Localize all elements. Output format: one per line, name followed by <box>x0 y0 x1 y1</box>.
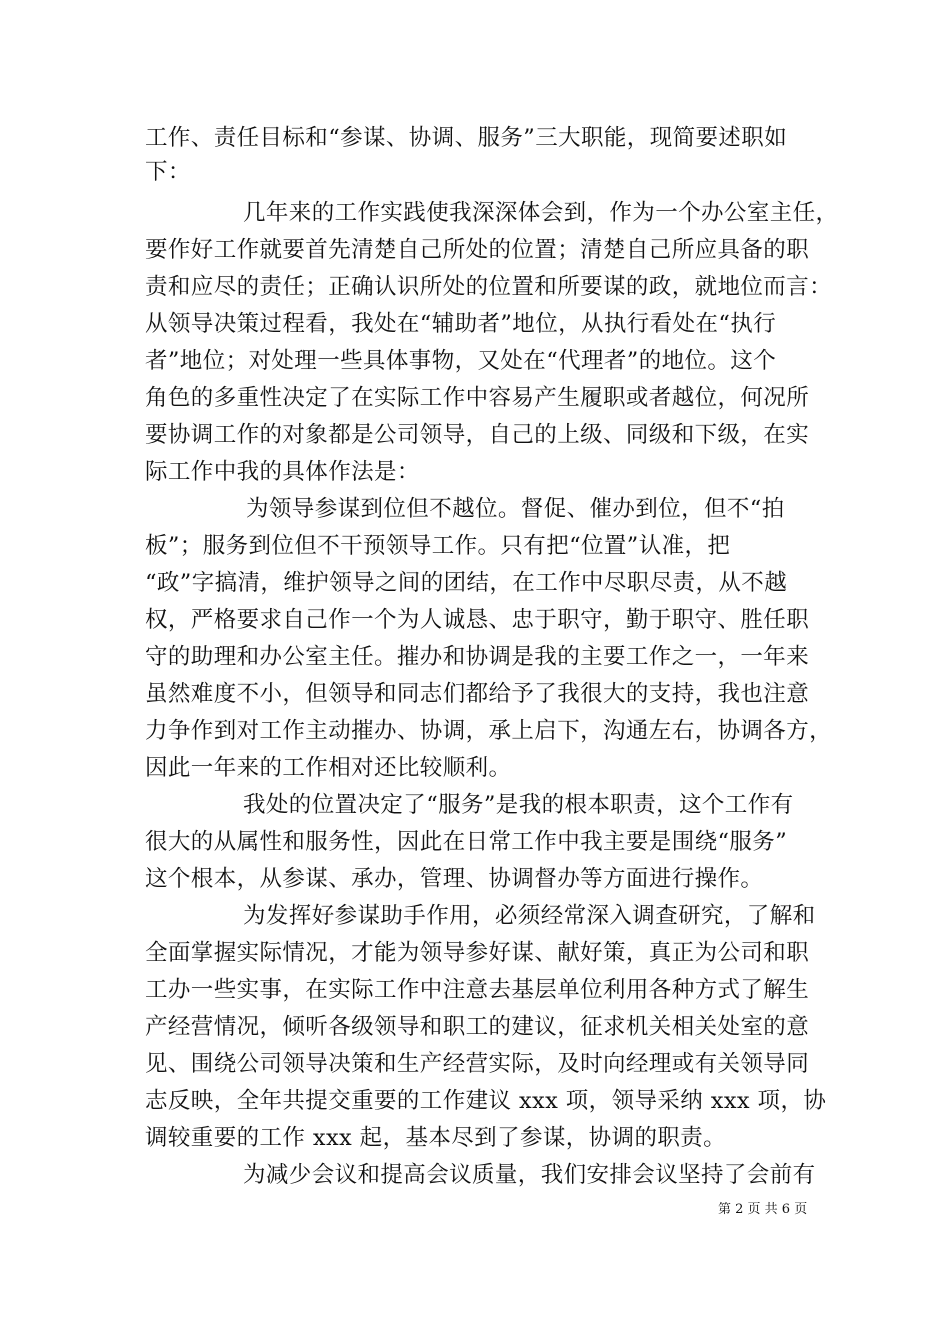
text-line: 很大的从属性和服务性，因此在日常工作中我主要是围绕“服务” <box>145 829 788 855</box>
paragraph-first-line: 我处的位置决定了“服务”是我的根本职责，这个工作有 <box>243 792 794 818</box>
text-line: 工作、责任目标和“参谋、协调、服务”三大职能，现简要述职如 <box>145 125 788 151</box>
text-line: 板”；服务到位但不干预领导工作。只有把“位置”认准，把 <box>145 533 731 559</box>
text-line: 产经营情况，倾听各级领导和职工的建议，征求机关相关处室的意 <box>145 1014 810 1040</box>
text-line: “政”字搞清，维护领导之间的团结，在工作中尽职尽责，从不越 <box>145 570 788 596</box>
text-line: 力争作到对工作主动摧办、协调，承上启下，沟通左右，协调各方， <box>145 718 833 744</box>
paragraph-first-line: 几年来的工作实践使我深深体会到，作为一个办公室主任， <box>243 200 839 226</box>
text-line: 见、围绕公司领导决策和生产经营实际，及时向经理或有关领导同 <box>145 1051 810 1077</box>
text-line: 全面掌握实际情况，才能为领导参好谋、献好策，真正为公司和职 <box>145 940 810 966</box>
text-line: 这个根本，从参谋、承办，管理、协调督办等方面进行操作。 <box>145 866 764 892</box>
text-line: 因此一年来的工作相对还比较顺利。 <box>145 755 512 781</box>
text-line: 权，严格要求自己作一个为人诚恳、忠于职守，勤于职守、胜任职 <box>145 607 810 633</box>
text-line: 从领导决策过程看，我处在“辅助者”地位，从执行看处在“执行 <box>145 311 777 337</box>
text-line: 者”地位；对处理一些具体事物，又处在“代理者”的地位。这个 <box>145 348 777 374</box>
text-line: 角色的多重性决定了在实际工作中容易产生履职或者越位，何况所 <box>145 385 810 411</box>
paragraph-first-line: 为减少会议和提高会议质量，我们安排会议坚持了会前有 <box>243 1162 816 1188</box>
page-number: 第 2 页 共 6 页 <box>718 1202 808 1217</box>
text-line: 下： <box>145 159 191 185</box>
text-line: 工办一些实事，在实际工作中注意去基层单位利用各种方式了解生 <box>145 977 810 1003</box>
text-line: 责和应尽的责任；正确认识所处的位置和所要谋的政，就地位而言： <box>145 274 833 300</box>
text-line: 调较重要的工作 xxx 起，基本尽到了参谋，协调的职责。 <box>145 1125 727 1151</box>
text-line: 要作好工作就要首先清楚自己所处的位置；清楚自己所应具备的职 <box>145 237 810 263</box>
text-line: 要协调工作的对象都是公司领导，自己的上级、同级和下级，在实 <box>145 422 810 448</box>
text-line: 志反映，全年共提交重要的工作建议 xxx 项，领导采纳 xxx 项，协 <box>145 1088 827 1114</box>
text-line: 守的助理和办公室主任。摧办和协调是我的主要工作之一，一年来 <box>145 644 810 670</box>
paragraph-first-line: 为领导参谋到位但不越位。督促、催办到位，但不“拍 <box>246 496 785 522</box>
text-line: 际工作中我的具体作法是： <box>145 459 420 485</box>
paragraph-first-line: 为发挥好参谋助手作用，必须经常深入调查研究，了解和 <box>243 903 816 929</box>
text-line: 虽然难度不小，但领导和同志们都给予了我很大的支持，我也注意 <box>145 681 810 707</box>
